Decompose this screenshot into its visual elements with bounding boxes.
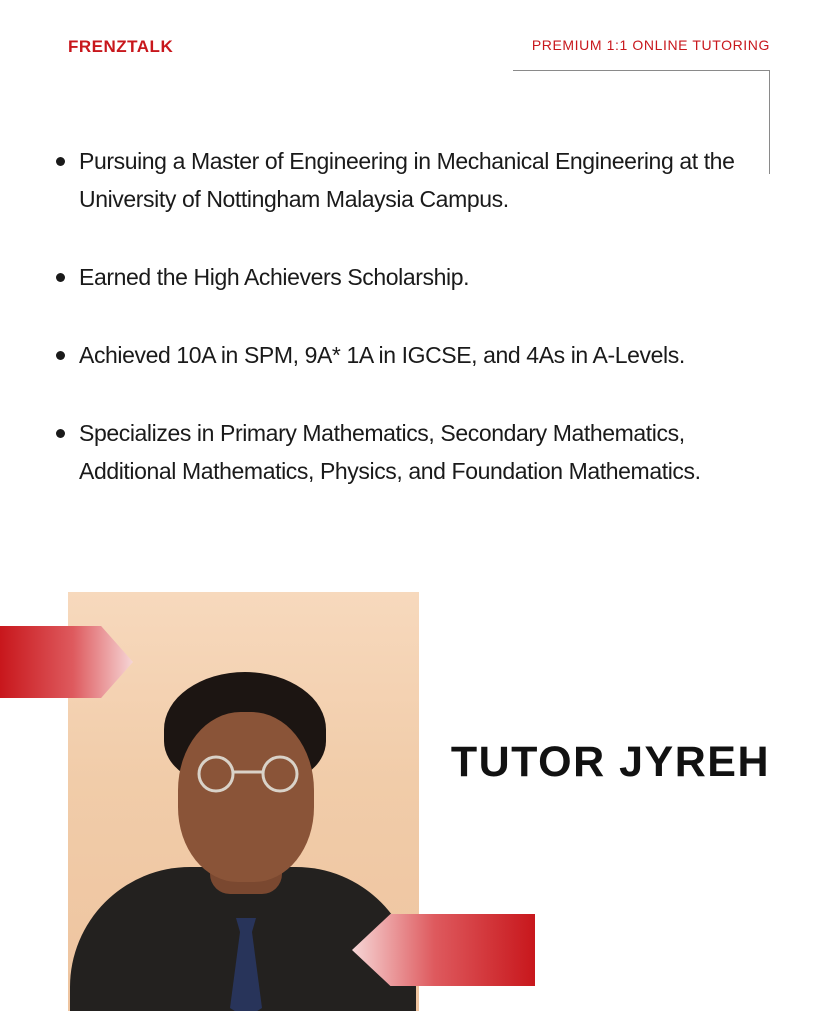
brand-logo-text: FRENZTALK xyxy=(68,37,174,56)
tagline: PREMIUM 1:1 ONLINE TUTORING xyxy=(531,37,770,53)
bullet-dot-icon xyxy=(56,351,65,360)
qualifications-list xyxy=(54,142,774,530)
photo-face xyxy=(178,712,314,882)
qualification-item xyxy=(54,258,774,296)
glasses-icon xyxy=(186,754,310,794)
tutor-name: TUTOR JYREH xyxy=(450,738,770,786)
qualification-item xyxy=(54,336,774,374)
bullet-dot-icon xyxy=(56,157,65,166)
qualification-text: Achieved 10A in SPM, 9A* 1A in IGCSE, and 4As in A-Levels. xyxy=(79,342,685,368)
qualification-item xyxy=(54,142,774,218)
decorative-ribbon-right xyxy=(352,914,535,986)
qualification-text: Specializes in Primary Mathematics, Secondary Mathematics, Additional Mathematics, Physics, and Foundation Mathematics. xyxy=(79,420,701,484)
bullet-dot-icon xyxy=(56,273,65,282)
qualification-text: Pursuing a Master of Engineering in Mechanical Engineering at the University of Nottingham Malaysia Campus. xyxy=(79,148,735,212)
bullet-dot-icon xyxy=(56,429,65,438)
qualification-item xyxy=(54,414,774,490)
tie-icon xyxy=(228,918,264,1011)
corner-line-horizontal xyxy=(513,70,770,71)
qualification-text: Earned the High Achievers Scholarship. xyxy=(79,264,470,290)
